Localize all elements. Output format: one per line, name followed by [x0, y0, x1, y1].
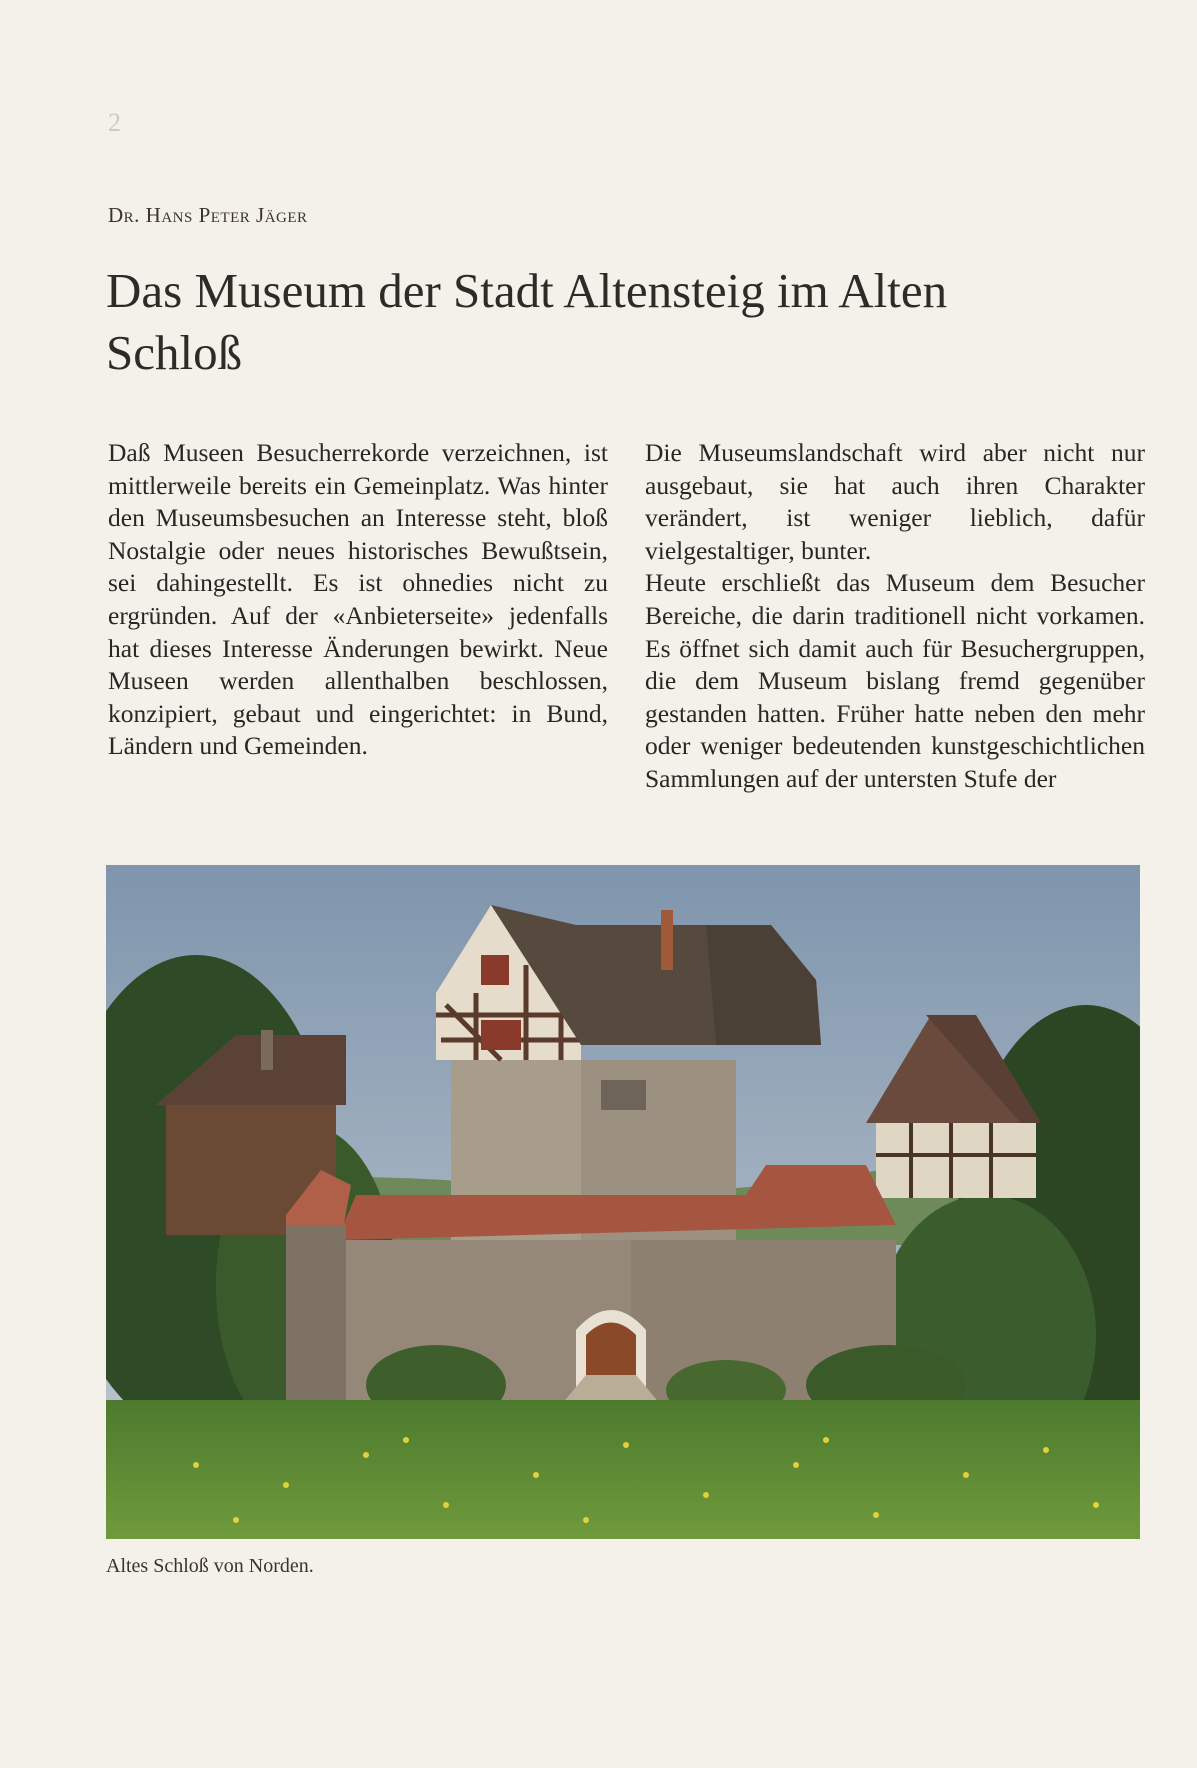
left-column: [108, 437, 608, 763]
paragraph: Die Museumslandschaft wird aber nicht nur ausgebaut, sie hat auch ihren Charakter verändert, ist weniger lieblich, dafür vielgestaltiger, bunter.: [645, 438, 1145, 565]
author-name: Dr. Hans Peter Jäger: [108, 203, 308, 227]
castle-photo: [106, 865, 1140, 1539]
article-title: Das Museum der Stadt Altensteig im Alten Schloß: [106, 263, 948, 380]
paragraph: Daß Museen Besucherrekorde verzeichnen, ist mittlerweile bereits ein Gemeinplatz. Was hinter den Museumsbesuchen an Interesse steht, bloß Nostalgie oder neues historisches Bewußtsein, sei dahingestellt. Es ist ohnedies nicht zu ergründen. Auf der «Anbieterseite» jedenfalls hat dieses Interesse Änderungen bewirkt. Neue Museen werden allenthalben beschlossen, konzipiert, gebaut und eingerichtet: in Bund, Ländern und Gemeinden.: [108, 438, 608, 761]
castle-illustration: [106, 865, 1140, 1539]
paragraph: Heute erschließt das Museum dem Besucher Bereiche, die darin traditionell nicht vorkamen. Es öffnet sich damit auch für Besuchergruppen, die dem Museum bislang fremd gegenüber gestanden hatten. Früher hatte neben den mehr oder weniger bedeutenden kunstgeschichtlichen Sammlungen auf der untersten Stufe der: [645, 568, 1145, 793]
page-number: 2: [108, 108, 121, 137]
figure-caption: Altes Schloß von Norden.: [106, 1555, 314, 1577]
right-column: [645, 437, 1145, 796]
